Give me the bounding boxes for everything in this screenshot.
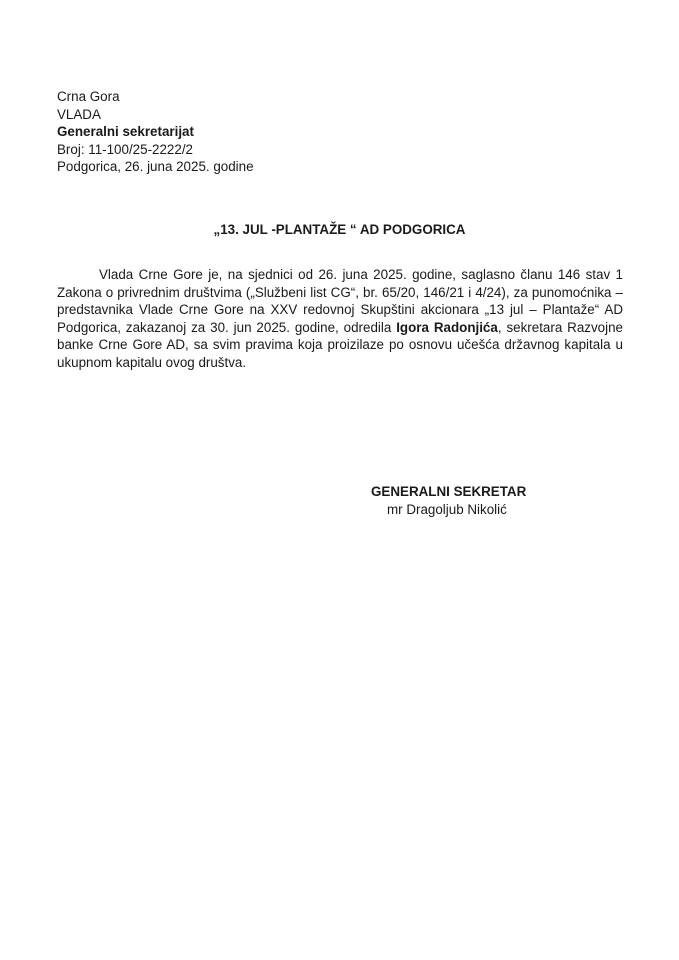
header-place-date: Podgorica, 26. juna 2025. godine [57, 159, 254, 175]
signature-title: GENERALNI SEKRETAR [371, 484, 527, 499]
appointee-name: Igora Radonjića [396, 319, 498, 335]
header-institution: VLADA [57, 106, 101, 122]
header-country: Crna Gora [57, 89, 120, 104]
body-paragraph [57, 266, 623, 372]
body-text-part2: , sekretara Razvojne banke Crne Gore AD, sa svim pravima koja proizilaze po osnovu učešća državnog kapitala u ukupnom kapitalu ovog društva. [57, 319, 624, 370]
signature-name: mr Dragoljub Nikolić [387, 501, 507, 517]
header-department: Generalni sekretarijat [57, 124, 194, 140]
header-number: Broj: 11-100/25-2222/2 [57, 141, 193, 157]
document-title: „13. JUL -PLANTAŽE “ AD PODGORICA [213, 222, 466, 237]
signature-block [371, 483, 526, 518]
body-text-part1: Vlada Crne Gore je, na sjednici od 26. juna 2025. godine, saglasno članu 146 stav 1 Zakona o privrednim društvima („Službeni list CG“, br. 65/20, 146/21 i 4/24), za punomoćnika – predstavnika Vlade Crne Gore na XXV redovnoj Skupštini akcionara „13 jul – Plantaže“ AD Podgorica, zakazanoj za 30. jun 2025. godine, odredila [57, 267, 623, 335]
document-header [57, 88, 254, 176]
